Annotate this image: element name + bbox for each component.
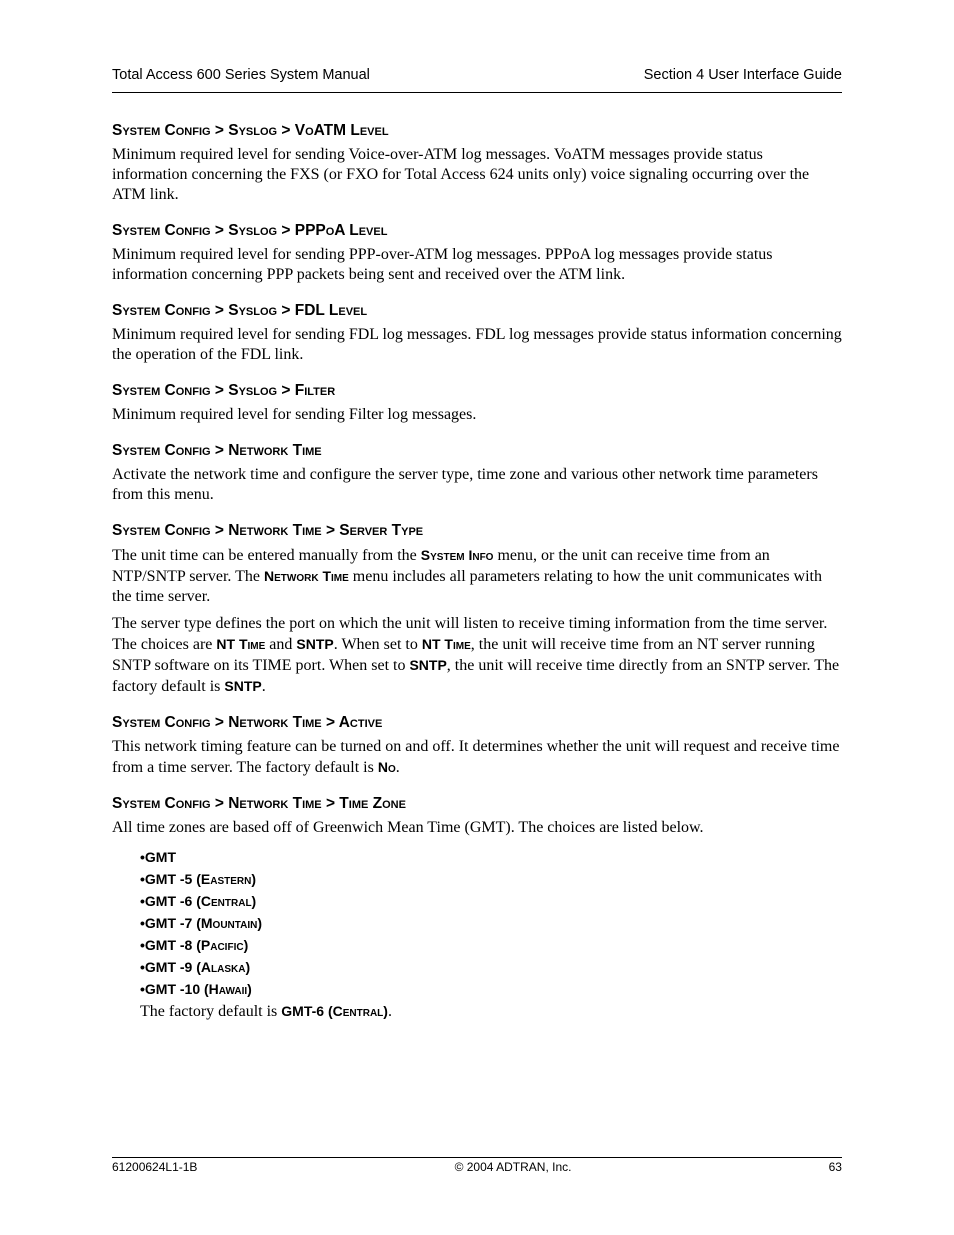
section-title: Section 4 User Interface Guide <box>643 67 842 83</box>
section-heading: System Config > Network Time > Server Type <box>112 522 424 539</box>
list-item: •GMT -8 (Pacific) <box>140 937 249 953</box>
section-heading: System Config > Syslog > VoATM Level <box>112 122 389 139</box>
text-run: The unit time can be entered manually from the <box>112 547 421 564</box>
list-item: •GMT -9 (Alaska) <box>140 959 251 975</box>
section-paragraph: Minimum required level for sending FDL log messages. FDL log messages provide status information concerning the operation of the FDL link. <box>112 326 842 363</box>
default-sntp: SNTP <box>224 678 262 694</box>
section-fdl-level <box>112 301 842 365</box>
list-item: •GMT -6 (Central) <box>140 893 257 909</box>
list-item: •GMT <box>140 849 177 865</box>
list-item: •GMT -7 (Mountain) <box>140 915 263 931</box>
default-value-no: No <box>377 759 396 775</box>
time-zone-default <box>140 1000 842 1023</box>
text-run: , the unit will receive time directly from an SNTP server. The factory default is <box>112 657 840 695</box>
text-run: . When set to <box>333 636 422 653</box>
menu-name-network-time: Network Time <box>264 568 349 584</box>
section-heading: System Config > Network Time > Active <box>112 714 383 731</box>
section-heading: System Config > Syslog > FDL Level <box>112 302 368 319</box>
text-run: . <box>261 678 266 695</box>
list-item: •GMT -10 (Hawaii) <box>140 981 252 997</box>
text-run: This network timing feature can be turned on and off. It determines whether the unit will request and receive time from a time server. The factory default is <box>112 738 840 776</box>
page-footer <box>112 1160 842 1175</box>
section-time-zone <box>112 794 842 1023</box>
option-sntp: SNTP <box>296 636 334 652</box>
section-network-time <box>112 441 842 505</box>
header-rule <box>112 92 842 93</box>
text-run: The factory default is <box>140 1003 282 1020</box>
document-number: 61200624L1-1B <box>112 1160 198 1174</box>
text-run: menu, or the unit can receive time from an NTP/SNTP server. The <box>112 547 770 585</box>
section-heading: System Config > Syslog > PPPoA Level <box>112 222 388 239</box>
active-paragraph <box>112 737 842 778</box>
section-voatm-level <box>112 121 842 205</box>
section-pppoa-level <box>112 221 842 285</box>
manual-title: Total Access 600 Series System Manual <box>112 67 370 83</box>
section-heading: System Config > Syslog > Filter <box>112 382 336 399</box>
option-nt-time: NT Time <box>421 636 471 652</box>
text-run: menu includes all parameters relating to how the unit communicates with the time server. <box>112 568 822 605</box>
list-item: •GMT -5 (Eastern) <box>140 871 257 887</box>
menu-name-system-info: System Info <box>420 547 494 563</box>
section-filter <box>112 381 842 425</box>
text-run: and <box>265 636 297 653</box>
section-paragraph: Activate the network time and configure the server type, time zone and various other network time parameters from this menu. <box>112 466 818 503</box>
option-sntp: SNTP <box>409 657 447 673</box>
page-header <box>112 66 842 84</box>
section-paragraph: Minimum required level for sending PPP-over-ATM log messages. PPPoA log messages provide status information concerning PPP packets being sent and received over the ATM link. <box>112 246 773 283</box>
time-zone-intro: All time zones are based off of Greenwich Mean Time (GMT). The choices are listed below. <box>112 819 704 836</box>
footer-rule <box>112 1157 842 1158</box>
option-nt-time: NT Time <box>216 636 266 652</box>
text-run: . <box>395 759 400 776</box>
text-run: The server type defines the port on which the unit will listen to receive timing information from the time server. The choices are <box>112 615 828 653</box>
section-heading: System Config > Network Time > Time Zone <box>112 795 406 812</box>
page-number: 63 <box>828 1160 842 1174</box>
time-zone-choices <box>140 846 842 1000</box>
section-heading: System Config > Network Time <box>112 442 322 459</box>
copyright: © 2004 ADTRAN, Inc. <box>454 1160 572 1174</box>
text-run: , the unit will receive time from an NT server running SNTP software on its TIME port. When set to <box>112 636 815 674</box>
section-active <box>112 713 842 778</box>
section-paragraph: Minimum required level for sending Filter log messages. <box>112 406 477 423</box>
default-value-gmt-6: GMT-6 (Central) <box>281 1003 388 1019</box>
page-content <box>112 121 842 1039</box>
section-paragraph: Minimum required level for sending Voice-over-ATM log messages. VoATM messages provide status information concerning the FXS (or FXO for Total Access 624 units only) voice signaling occurring over the ATM link. <box>112 146 810 203</box>
text-run: . <box>387 1003 392 1020</box>
server-type-paragraph-2 <box>112 614 842 697</box>
section-server-type <box>112 521 842 697</box>
server-type-paragraph-1 <box>112 545 842 607</box>
